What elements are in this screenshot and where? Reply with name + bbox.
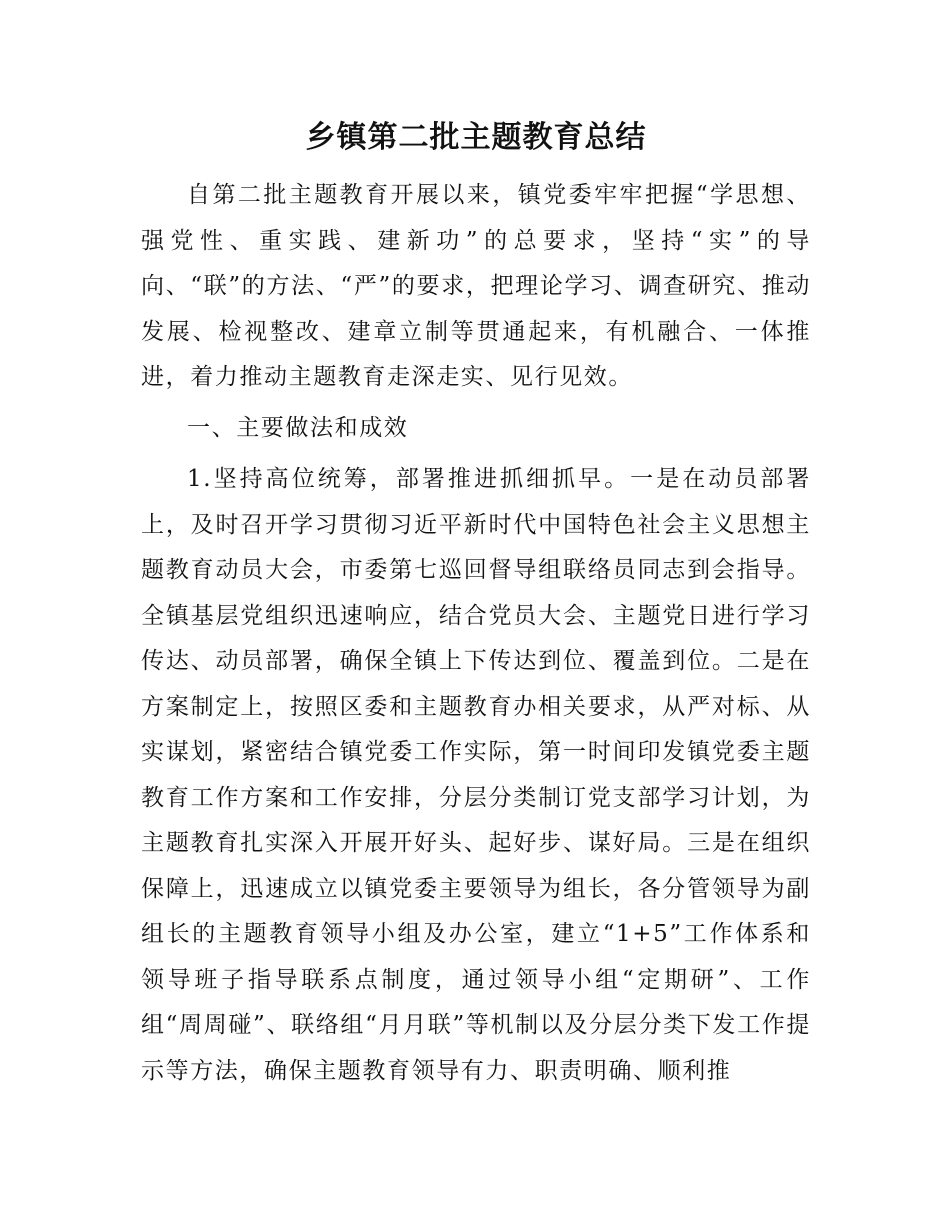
document-page <box>141 112 811 1094</box>
section-1-paragraph: 1.坚持高位统筹，部署推进抓细抓早。一是在动员部署上，及时召开学习贯彻习近平新时代中国特色社会主义思想主题教育动员大会，市委第七巡回督导组联络员同志到会指导。全镇基层党组织迅速响应，结合党员大会、主题党日进行学习传达、动员部署，确保全镇上下传达到位、覆盖到位。二是在方案制定上，按照区委和主题教育办相关要求，从严对标、从实谋划，紧密结合镇党委工作实际，第一时间印发镇党委主题教育工作方案和工作安排，分层分类制订党支部学习计划，为主题教育扎实深入开展开好头、起好步、谋好局。三是在组织保障上，迅速成立以镇党委主要领导为组长，各分管领导为副组长的主题教育领导小组及办公室，建立“1+5”工作体系和领导班子指导联系点制度，通过领导小组“定期研”、工作组“周周碰”、联络组“月月联”等机制以及分层分类下发工作提示等方法，确保主题教育领导有力、职责明确、顺利推 <box>141 466 811 1084</box>
document-title: 乡镇第二批主题教育总结 <box>305 120 647 155</box>
intro-paragraph: 自第二批主题教育开展以来，镇党委牢牢把握“学思想、强党性、重实践、建新功”的总要求，坚持“实”的导向、“联”的方法、“严”的要求，把理论学习、调查研究、推动发展、检视整改、建章立制等贯通起来，有机融合、一体推进，着力推动主题教育走深走实、见行见效。 <box>141 182 811 390</box>
section-heading: 一、主要做法和成效 <box>187 414 409 441</box>
